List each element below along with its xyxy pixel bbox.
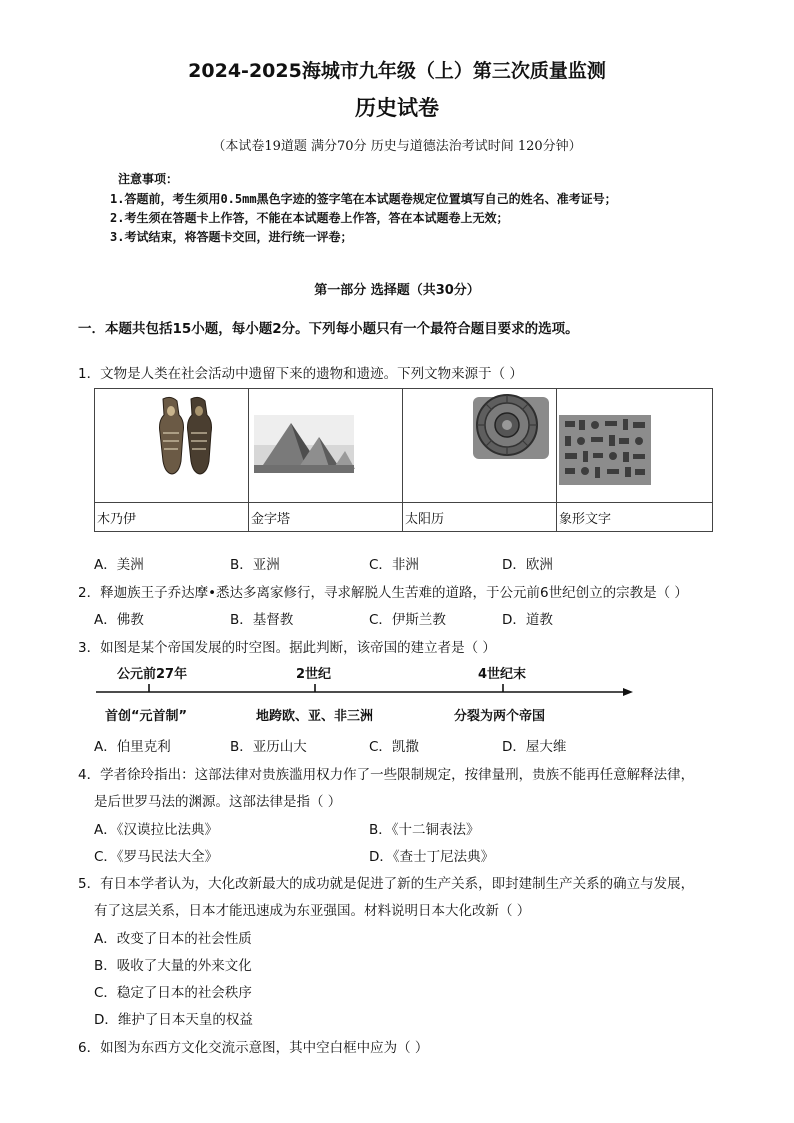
artifact-table [94,388,713,532]
option-a: A．美洲 [94,557,144,573]
mummy-icon [95,389,248,498]
question-4-stem-cont: 是后世罗马法的渊源。这部法律是指（ ） [94,794,342,810]
section-instruction: 一．本题共包括15小题，每小题2分。下列每小题只有一个最符合题目要求的选项。 [78,321,579,337]
question-1-stem: 1．文物是人类在社会活动中遗留下来的遗物和遗迹。下列文物来源于（ ） [78,366,523,382]
artifact-label: 太阳历 [403,503,557,532]
mummy-image-cell [95,389,249,503]
timeline-top-label: 公元前27年 [117,667,188,682]
artifact-label: 象形文字 [557,503,713,532]
option-c: C．凯撒 [369,739,419,755]
option-b: B．基督教 [230,612,294,628]
timeline-axis [90,680,635,700]
pyramid-image-cell [249,389,403,503]
notes-heading: 注意事项： [118,172,179,186]
exam-title: 2024-2025海城市九年级（上）第三次质量监测 [188,60,606,82]
option-a: A．佛教 [94,612,144,628]
artifact-label: 金字塔 [249,503,403,532]
option-b: B．吸收了大量的外来文化 [94,958,252,974]
exam-meta: （本试卷19道题 满分70分 历史与道德法治考试时间 120分钟） [212,139,582,154]
hieroglyph-icon [557,389,712,498]
option-b: B．《十二铜表法》 [369,822,480,838]
note-item: 2.考生须在答题卡上作答，不能在本试题卷上作答，答在本试题卷上无效； [110,211,509,225]
sun-calendar-image-cell [403,389,557,503]
option-d: D．屋大维 [502,739,567,755]
timeline-top-label: 2世纪 [296,667,332,682]
question-2-stem: 2．释迦族王子乔达摩•悉达多离家修行，寻求解脱人生苦难的道路，于公元前6世纪创立的宗教是（ ） [78,585,688,601]
option-a: A．《汉谟拉比法典》 [94,822,218,838]
note-item: 1.答题前，考生须用0.5mm黑色字迹的签字笔在本试题卷规定位置填写自己的姓名、准考证号； [110,192,617,206]
timeline-bottom-label: 首创“元首制” [105,709,188,724]
option-d: D．道教 [502,612,553,628]
note-item: 3.考试结束，将答题卡交回，进行统一评卷； [110,230,353,244]
pyramid-icon [249,389,402,498]
part-title: 第一部分 选择题（共30分） [314,283,480,298]
exam-subject: 历史试卷 [355,96,439,120]
option-c: C．稳定了日本的社会秩序 [94,985,252,1001]
artifact-label: 木乃伊 [95,503,249,532]
option-b: B．亚历山大 [230,739,307,755]
option-b: B．亚洲 [230,557,280,573]
hieroglyph-image-cell [557,389,713,503]
option-c: C．非洲 [369,557,419,573]
option-a: A．改变了日本的社会性质 [94,931,252,947]
timeline-bottom-label: 地跨欧、亚、非三洲 [256,709,374,724]
sun-calendar-icon [403,389,556,498]
option-d: D．维护了日本天皇的权益 [94,1012,253,1028]
option-c: C．《罗马民法大全》 [94,849,219,865]
timeline-bottom-label: 分裂为两个帝国 [454,709,546,724]
timeline-top-label: 4世纪末 [478,667,527,682]
question-5-stem: 5．有日本学者认为，大化改新最大的成功就是促进了新的生产关系，即封建制生产关系的确立与发展， [78,876,695,892]
option-d: D．《查士丁尼法典》 [369,849,495,865]
question-4-stem: 4．学者徐玲指出：这部法律对贵族滥用权力作了一些限制规定，按律量刑，贵族不能再任意解释法律， [78,767,695,783]
question-5-stem-cont: 有了这层关系，日本才能迅速成为东亚强国。材料说明日本大化改新（ ） [94,903,531,919]
option-c: C．伊斯兰教 [369,612,446,628]
option-d: D．欧洲 [502,557,553,573]
option-a: A．伯里克利 [94,739,171,755]
question-3-stem: 3．如图是某个帝国发展的时空图。据此判断，该帝国的建立者是（ ） [78,640,496,656]
question-6-stem: 6．如图为东西方文化交流示意图，其中空白框中应为（ ） [78,1040,429,1056]
